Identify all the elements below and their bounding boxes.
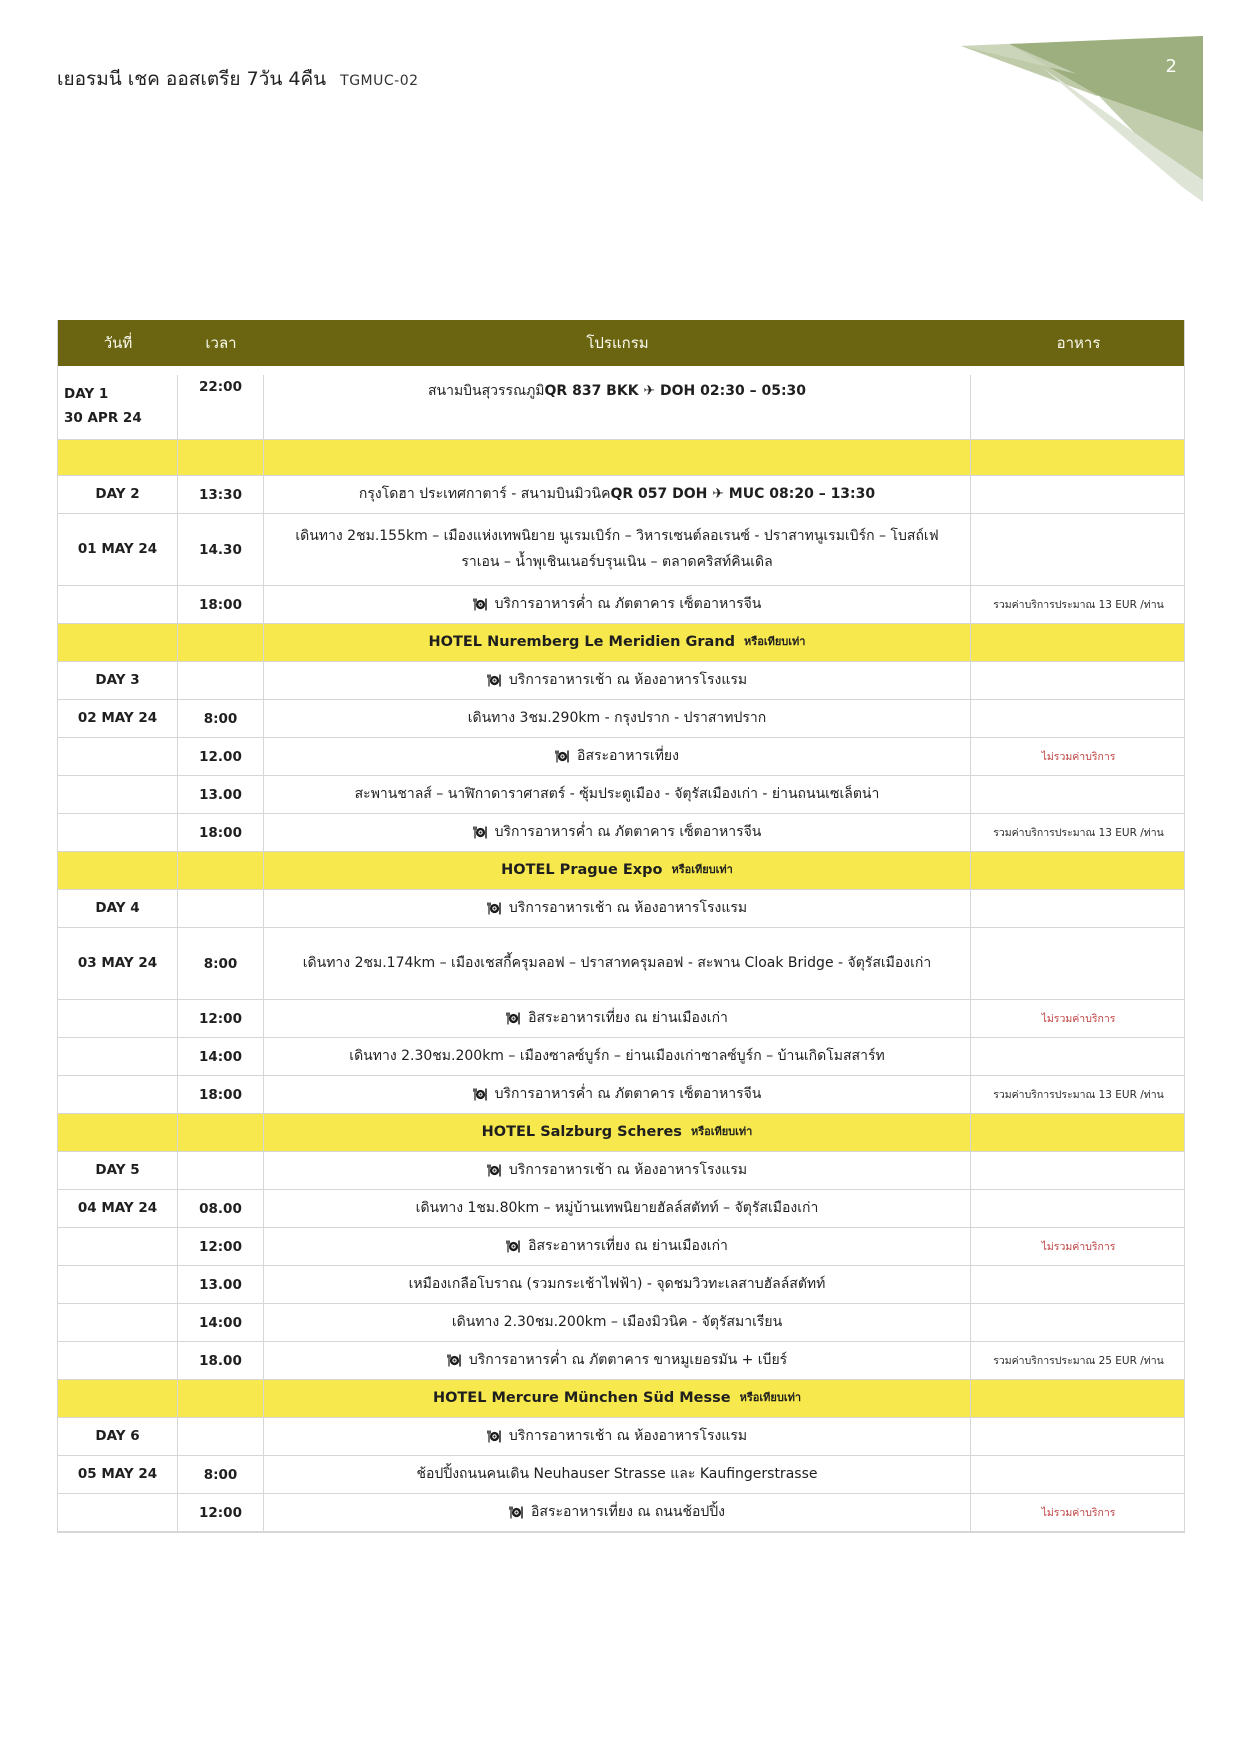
itinerary-table <box>57 320 1185 1533</box>
fork-plate-knife-icon <box>555 750 570 763</box>
date-cell <box>58 476 178 513</box>
program-cell <box>264 1000 971 1037</box>
time-cell <box>178 624 264 661</box>
program-text: สนามบินสุวรรณภูมิ <box>427 383 545 399</box>
fork-plate-knife-icon <box>487 902 502 915</box>
time-cell: 12:00 <box>178 1494 264 1531</box>
time-cell <box>178 1418 264 1455</box>
program-text: บริการอาหารเช้า ณ ห้องอาหารโรงแรม <box>508 899 748 916</box>
program-text: เดินทาง 1ชม.80km – หมู่บ้านเทพนิยายฮัลล์สตัทท์ – จัตุรัสเมืองเก่า <box>415 1199 819 1216</box>
date-cell <box>58 375 178 439</box>
program-cell <box>264 1380 971 1417</box>
food-cell: ไม่รวมค่าบริการ <box>1041 1507 1116 1519</box>
itinerary-row <box>58 476 1184 514</box>
itinerary-row <box>58 1228 1184 1266</box>
itinerary-row <box>58 1000 1184 1038</box>
food-cell: ไม่รวมค่าบริการ <box>1041 1013 1116 1025</box>
food-cell: รวมค่าบริการประมาณ 13 EUR /ท่าน <box>993 599 1164 611</box>
time-cell <box>178 1152 264 1189</box>
program-cell <box>264 1266 971 1303</box>
document-title: เยอรมนี เชค ออสเตรีย 7วัน 4คืน <box>57 68 327 90</box>
program-text: อิสระอาหารเที่ยง ณ ถนนช้อปปิ้ง <box>531 1503 725 1520</box>
date-cell <box>58 662 178 699</box>
food-cell: รวมค่าบริการประมาณ 13 EUR /ท่าน <box>993 827 1164 839</box>
program-cell <box>264 1494 971 1531</box>
food-cell <box>971 375 1186 439</box>
program-cell <box>264 1038 971 1075</box>
date-line: DAY 6 <box>95 1427 140 1444</box>
hotel-or-equivalent-label: หรือเทียบเท่า <box>744 635 806 649</box>
program-text: เดินทาง 2ชม.174km – เมืองเชสกี้ครุมลอฟ – ปราสาทครุมลอฟ - สะพาน Cloak Bridge - จัตุรัสเมืองเก่า <box>302 954 932 971</box>
date-cell <box>58 890 178 927</box>
fork-plate-knife-icon <box>473 826 488 839</box>
date-line: 02 MAY 24 <box>77 709 158 726</box>
itinerary-row <box>58 1304 1184 1342</box>
program-flight-text: QR 837 BKK ✈ DOH 02:30 – 05:30 <box>544 383 807 399</box>
itinerary-row <box>58 1190 1184 1228</box>
date-cell <box>58 928 178 999</box>
itinerary-row <box>58 586 1184 624</box>
itinerary-row <box>58 776 1184 814</box>
itinerary-row <box>58 1456 1184 1494</box>
program-cell <box>264 1076 971 1113</box>
program-cell <box>264 375 971 439</box>
hotel-name: HOTEL Nuremberg Le Meridien Grand <box>428 634 736 651</box>
time-cell: 8:00 <box>178 1456 264 1493</box>
time-cell <box>178 1114 264 1151</box>
fork-plate-knife-icon <box>487 1430 502 1443</box>
date-line: DAY 3 <box>95 671 140 688</box>
date-cell <box>58 852 178 889</box>
hotel-or-equivalent-label: หรือเทียบเท่า <box>739 1391 802 1405</box>
time-cell: 13:30 <box>178 476 264 513</box>
time-cell: 13.00 <box>178 1266 264 1303</box>
date-cell <box>58 1076 178 1113</box>
date-cell <box>58 1380 178 1417</box>
program-cell <box>264 1190 971 1227</box>
itinerary-row <box>58 1418 1184 1456</box>
program-text: เดินทาง 2ชม.155km – เมืองแห่งเทพนิยาย นูเรมเบิร์ก – วิหารเซนต์ลอเรนซ์ - ปราสาทนูเรมเบิร์ก – โบสถ์เฟราเอน – น้ำพุเชินเนอร์บรุนเนิน – ตลาดคริสท์คินเดิล <box>295 527 939 570</box>
hotel-row <box>58 1380 1184 1418</box>
food-cell: ไม่รวมค่าบริการ <box>1041 751 1116 763</box>
food-cell <box>971 1456 1186 1493</box>
date-line: 04 MAY 24 <box>77 1199 158 1216</box>
time-cell: 12:00 <box>178 1228 264 1265</box>
date-cell <box>58 1038 178 1075</box>
fork-plate-knife-icon <box>473 598 488 611</box>
time-cell: 12:00 <box>178 1000 264 1037</box>
time-cell: 8:00 <box>178 700 264 737</box>
program-text: บริการอาหารเช้า ณ ห้องอาหารโรงแรม <box>508 1427 748 1444</box>
spacer-row <box>58 440 1184 476</box>
itinerary-row <box>58 1076 1184 1114</box>
food-cell <box>971 624 1186 661</box>
food-cell <box>971 1038 1186 1075</box>
food-cell: รวมค่าบริการประมาณ 13 EUR /ท่าน <box>993 1089 1164 1101</box>
food-cell <box>971 514 1186 585</box>
document-header <box>57 64 419 94</box>
date-cell <box>58 624 178 661</box>
itinerary-row <box>58 814 1184 852</box>
program-cell <box>264 1456 971 1493</box>
time-cell: 18.00 <box>178 1342 264 1379</box>
food-cell <box>971 1380 1186 1417</box>
itinerary-row <box>58 738 1184 776</box>
tour-code: TGMUC-02 <box>340 73 419 89</box>
fork-plate-knife-icon <box>487 1164 502 1177</box>
hotel-row <box>58 624 1184 662</box>
time-cell <box>178 440 264 475</box>
date-cell <box>58 1342 178 1379</box>
program-text: บริการอาหารเช้า ณ ห้องอาหารโรงแรม <box>508 1161 748 1178</box>
time-cell: 08.00 <box>178 1190 264 1227</box>
time-cell: 14.30 <box>178 514 264 585</box>
time-cell: 13.00 <box>178 776 264 813</box>
itinerary-row <box>58 700 1184 738</box>
program-cell <box>264 700 971 737</box>
program-text: สะพานชาลส์ – นาฬิกาดาราศาสตร์ - ซุ้มประตูเมือง - จัตุรัสเมืองเก่า - ย่านถนนเซเล็ตน่า <box>354 785 880 802</box>
program-cell <box>264 1418 971 1455</box>
food-cell <box>971 1152 1186 1189</box>
date-cell <box>58 1190 178 1227</box>
time-cell: 22:00 <box>178 375 264 439</box>
column-header-time: เวลา <box>205 334 237 352</box>
food-cell <box>971 1266 1186 1303</box>
food-cell <box>971 852 1186 889</box>
fork-plate-knife-icon <box>509 1506 524 1519</box>
food-cell: รวมค่าบริการประมาณ 25 EUR /ท่าน <box>993 1355 1164 1367</box>
food-cell <box>971 928 1186 999</box>
fork-plate-knife-icon <box>447 1354 462 1367</box>
time-cell: 14:00 <box>178 1038 264 1075</box>
date-cell <box>58 1304 178 1341</box>
program-cell <box>264 662 971 699</box>
food-cell <box>971 662 1186 699</box>
column-header-food: อาหาร <box>1056 334 1101 352</box>
time-cell <box>178 1380 264 1417</box>
program-text: บริการอาหารค่ำ ณ ภัตตาคาร เซ็ตอาหารจีน <box>494 823 762 840</box>
program-text: เหมืองเกลือโบราณ (รวมกระเช้าไฟฟ้า) - จุดชมวิวทะเลสาบฮัลล์สตัทท์ <box>408 1275 826 1292</box>
program-cell <box>264 476 971 513</box>
date-cell <box>58 1228 178 1265</box>
date-line: 01 MAY 24 <box>77 540 158 557</box>
time-cell <box>178 852 264 889</box>
itinerary-row <box>58 928 1184 1000</box>
table-header-row <box>58 320 1184 366</box>
itinerary-row <box>58 1342 1184 1380</box>
food-cell <box>971 890 1186 927</box>
itinerary-row <box>58 1494 1184 1532</box>
program-text: กรุงโดฮา ประเทศกาตาร์ - สนามบินมิวนิค <box>358 485 611 502</box>
program-text: บริการอาหารเช้า ณ ห้องอาหารโรงแรม <box>508 671 748 688</box>
time-cell: 18:00 <box>178 1076 264 1113</box>
hotel-name: HOTEL Salzburg Scheres <box>481 1124 682 1141</box>
food-cell <box>971 476 1186 513</box>
time-cell <box>178 890 264 927</box>
date-cell <box>58 1152 178 1189</box>
itinerary-row <box>58 1038 1184 1076</box>
program-cell <box>264 776 971 813</box>
program-cell <box>264 928 971 999</box>
page-number: 2 <box>1165 56 1177 77</box>
corner-decoration <box>947 30 1203 202</box>
program-text: บริการอาหารค่ำ ณ ภัตตาคาร ขาหมูเยอรมัน + เบียร์ <box>468 1351 788 1368</box>
fork-plate-knife-icon <box>506 1240 521 1253</box>
food-cell <box>971 1190 1186 1227</box>
hotel-name: HOTEL Prague Expo <box>501 862 663 879</box>
itinerary-row <box>58 514 1184 586</box>
fork-plate-knife-icon <box>473 1088 488 1101</box>
program-flight-text: QR 057 DOH ✈ MUC 08:20 – 13:30 <box>610 485 876 502</box>
itinerary-row <box>58 1266 1184 1304</box>
program-text: บริการอาหารค่ำ ณ ภัตตาคาร เซ็ตอาหารจีน <box>494 1085 762 1102</box>
hotel-row <box>58 1114 1184 1152</box>
food-cell: ไม่รวมค่าบริการ <box>1041 1241 1116 1253</box>
date-cell <box>58 1000 178 1037</box>
food-cell <box>971 776 1186 813</box>
date-cell <box>58 700 178 737</box>
date-line: DAY 1 <box>64 386 109 403</box>
time-cell: 18:00 <box>178 586 264 623</box>
program-cell <box>264 738 971 775</box>
date-cell <box>58 586 178 623</box>
food-cell <box>971 1418 1186 1455</box>
program-cell <box>264 514 971 585</box>
food-cell <box>971 1304 1186 1341</box>
itinerary-row <box>58 366 1184 440</box>
date-cell <box>58 776 178 813</box>
date-cell <box>58 1114 178 1151</box>
date-line: 05 MAY 24 <box>77 1465 158 1482</box>
program-cell <box>264 586 971 623</box>
column-header-date: วันที่ <box>103 334 133 352</box>
program-text: อิสระอาหารเที่ยง <box>577 747 679 764</box>
program-cell <box>264 624 971 661</box>
time-cell <box>178 662 264 699</box>
table-body <box>58 366 1184 1532</box>
date-cell <box>58 1266 178 1303</box>
program-text: บริการอาหารค่ำ ณ ภัตตาคาร เซ็ตอาหารจีน <box>494 595 762 612</box>
program-cell <box>264 1304 971 1341</box>
program-text: เดินทาง 3ชม.290km - กรุงปราก - ปราสาทปราก <box>467 709 767 726</box>
program-text: เดินทาง 2.30ชม.200km – เมืองมิวนิค - จัตุรัสมาเรียน <box>451 1313 783 1330</box>
time-cell: 18:00 <box>178 814 264 851</box>
time-cell: 8:00 <box>178 928 264 999</box>
program-cell <box>264 890 971 927</box>
program-cell <box>264 852 971 889</box>
hotel-name: HOTEL Mercure München Süd Messe <box>432 1390 731 1407</box>
date-line: DAY 5 <box>95 1161 140 1178</box>
column-header-program: โปรแกรม <box>586 334 649 352</box>
itinerary-row <box>58 890 1184 928</box>
fork-plate-knife-icon <box>487 674 502 687</box>
program-cell <box>264 1342 971 1379</box>
date-line: 30 APR 24 <box>64 410 142 426</box>
program-cell <box>264 814 971 851</box>
date-line: DAY 4 <box>95 899 140 916</box>
program-text: อิสระอาหารเที่ยง ณ ย่านเมืองเก่า <box>528 1009 728 1026</box>
program-cell <box>264 440 971 475</box>
food-cell <box>971 440 1186 475</box>
program-text: อิสระอาหารเที่ยง ณ ย่านเมืองเก่า <box>528 1237 728 1254</box>
time-cell: 12.00 <box>178 738 264 775</box>
program-cell <box>264 1152 971 1189</box>
program-cell <box>264 1114 971 1151</box>
date-cell <box>58 514 178 585</box>
hotel-or-equivalent-label: หรือเทียบเท่า <box>690 1125 753 1139</box>
program-text: ช้อปปิ้งถนนคนเดิน Neuhauser Strasse และ Kaufingerstrasse <box>416 1465 818 1482</box>
time-cell: 14:00 <box>178 1304 264 1341</box>
date-cell <box>58 738 178 775</box>
hotel-or-equivalent-label: หรือเทียบเท่า <box>671 863 733 877</box>
itinerary-row <box>58 1152 1184 1190</box>
date-cell <box>58 1418 178 1455</box>
fork-plate-knife-icon <box>506 1012 521 1025</box>
itinerary-row <box>58 662 1184 700</box>
food-cell <box>971 1114 1186 1151</box>
date-cell <box>58 1494 178 1531</box>
program-text: เดินทาง 2.30ชม.200km – เมืองซาลซ์บูร์ก – ย่านเมืองเก่าซาลซ์บูร์ก – บ้านเกิดโมสสาร์ท <box>349 1047 885 1064</box>
hotel-row <box>58 852 1184 890</box>
date-cell <box>58 440 178 475</box>
date-cell <box>58 1456 178 1493</box>
date-cell <box>58 814 178 851</box>
date-line: DAY 2 <box>95 485 140 502</box>
food-cell <box>971 700 1186 737</box>
program-cell <box>264 1228 971 1265</box>
date-line: 03 MAY 24 <box>77 954 158 971</box>
